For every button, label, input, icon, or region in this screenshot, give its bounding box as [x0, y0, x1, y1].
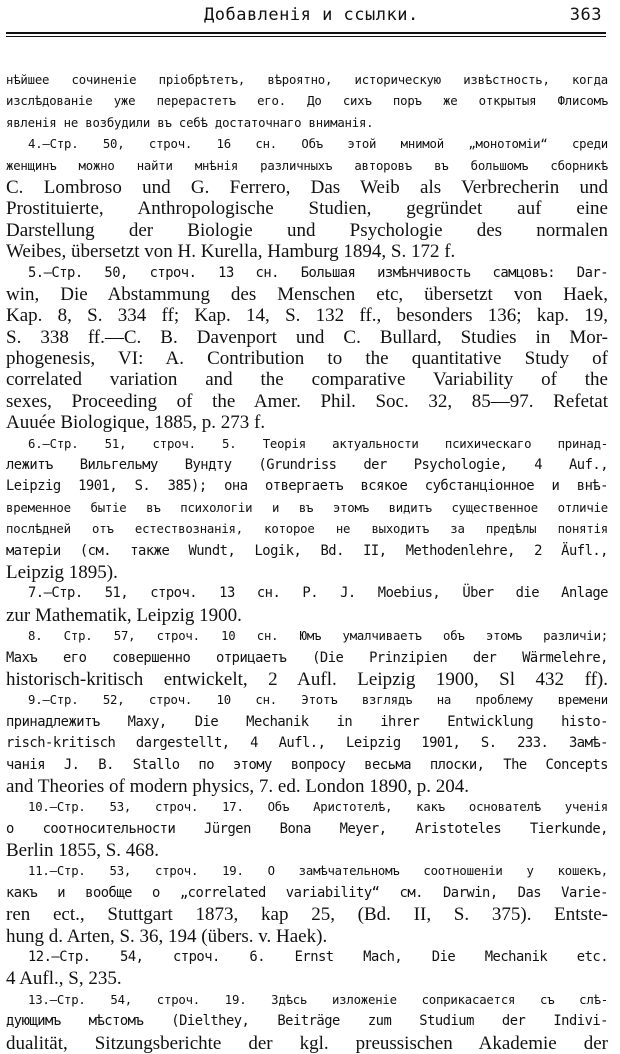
- header-rule-thin: [6, 36, 606, 37]
- text-line: correlated variation and the comparative Variability of the: [6, 369, 608, 391]
- text-line: zur Mathematik, Leipzig 1900.: [6, 604, 242, 626]
- text-line: лежитъ Вильгельму Вундту (Grundriss der Psychologie, 4 Auf.,: [6, 457, 608, 474]
- text-line: dualität, Sitzungsberichte der kgl. preussischen Akademie der: [6, 1032, 608, 1054]
- text-line: hung d. Arten, S. 36, 194 (übers. v. Haek).: [6, 925, 328, 947]
- text-line: 8. Стр. 57, строч. 10 сн. Юмъ умалчиваетъ объ этомъ различіи;: [28, 629, 608, 644]
- text-line: Kap. 8, S. 334 ff; Kap. 14, S. 132 ff., besonders 136; kap. 19,: [6, 305, 608, 327]
- text-line: 13.—Стр. 54, строч. 19. Здѣсь изложеніе соприкасается съ слѣ-: [28, 992, 608, 1007]
- notes-body: [6, 70, 608, 1054]
- running-header: [6, 2, 606, 32]
- text-line: Prostituierte, Anthropologische Studien, gegründet auf eine: [6, 198, 608, 220]
- text-line: Auuée Biologique, 1885, p. 273 f.: [6, 412, 266, 434]
- text-line: win, Die Abstammung des Menschen etc, übersetzt von Haek,: [6, 283, 608, 305]
- text-line: risch-kritisch dargestellt, 4 Aufl., Leipzig 1901, S. 233. Замѣ-: [6, 735, 608, 752]
- text-line: женщинъ можно найти мнѣнія различныхъ авторовъ въ большомъ сборникѣ: [6, 158, 608, 173]
- text-line: чанія J. B. Stallo по этому вопросу весьма плоски, The Concepts: [6, 756, 608, 773]
- text-line: 12.—Стр. 54, строч. 6. Ernst Mach, Die Mechanik etc.: [28, 949, 608, 966]
- text-line: 4 Aufl., S, 235.: [6, 968, 122, 990]
- text-line: C. Lombroso und G. Ferrero, Das Weib als Verbrecherin und: [6, 176, 608, 198]
- text-line: послѣдней отъ естествознанія, которое не выходитъ за предѣлы понятія: [6, 522, 608, 537]
- text-line: явленія не возбудили въ себѣ достаточнаго вниманія.: [6, 115, 374, 130]
- text-line: ren ect., Stuttgart 1873, kap 25, (Bd. II, S. 375). Entste-: [6, 904, 608, 926]
- text-line: 5.—Стр. 50, строч. 13 сн. Большая измѣнчивость самцовъ: Dar-: [28, 264, 608, 281]
- text-line: 11.—Стр. 53, строч. 19. О замѣчательномъ соотношеніи у кошекъ,: [28, 864, 608, 879]
- text-line: временное бытіе въ психологіи и въ этомъ видитъ существенное отличіе: [6, 500, 608, 515]
- text-line: Махъ его совершенно отрицаетъ (Die Prinzipien der Wärmelehre,: [6, 649, 608, 666]
- header-rule-thick: [6, 32, 606, 34]
- text-line: Darstellung der Biologie und Psychologie des normalen: [6, 219, 608, 241]
- text-line: 10.—Стр. 53, строч. 17. Объ Аристотелѣ, какъ основателѣ ученія: [28, 800, 608, 815]
- text-line: Berlin 1855, S. 468.: [6, 840, 160, 862]
- text-line: 6.—Стр. 51, строч. 5. Теорія актуальности психическаго принад-: [28, 436, 608, 451]
- text-line: phogenesis, VI: A. Contribution to the quantitative Study of: [6, 348, 608, 370]
- text-line: S. 338 ff.—C. B. Davenport und C. Bullard, Studies in Mor-: [6, 326, 608, 348]
- text-line: sexes, Proceeding of the Amer. Phil. Soc. 32, 85—97. Refetat: [6, 390, 608, 412]
- text-line: Weibes, übersetzt von H. Kurella, Hamburg 1894, S. 172 f.: [6, 241, 456, 263]
- text-line: 9.—Стр. 52, строч. 10 сн. Этотъ взглядъ на проблему времени: [28, 693, 608, 708]
- page-number: 363: [569, 5, 602, 25]
- text-line: какъ и вообще о „correlated variability“ см. Darwin, Das Varie-: [6, 884, 608, 901]
- text-line: 7.—Стр. 51, строч. 13 сн. P. J. Moebius, Über die Anlage: [28, 585, 608, 602]
- text-line: о соотносительности Jürgen Bona Meyer, Aristoteles Tierkunde,: [6, 820, 608, 837]
- text-line: historisch-kritisch entwickelt, 2 Aufl. Leipzig 1900, Sl 432 ff).: [6, 668, 608, 690]
- text-line: Leipzig 1901, S. 385); она отвергаетъ всякое субстанціонное и внѣ-: [6, 478, 608, 495]
- header-title: Добавленія и ссылки.: [204, 5, 419, 25]
- text-line: Leipzig 1895).: [6, 561, 118, 583]
- text-line: and Theories of modern physics, 7. ed. London 1890, p. 204.: [6, 775, 469, 797]
- text-line: 4.—Стр. 50, строч. 16 сн. Объ этой мнимой „монотоміи“ среди: [28, 137, 608, 152]
- text-line: принадлежитъ Маху, Die Mechanik in ihrer Entwicklung histo-: [6, 713, 608, 730]
- text-line: изслѣдованіе уже перерастетъ его. До сихъ поръ же открытыя Флисомъ: [6, 94, 608, 109]
- text-line: дующимъ мѣстомъ (Dielthey, Beiträge zum Studium der Indivi-: [6, 1013, 608, 1030]
- text-line: матеріи (см. также Wundt, Logik, Bd. II, Methodenlehre, 2 Äufl.,: [6, 542, 608, 559]
- text-line: нѣйшее сочиненіе пріобрѣтетъ, вѣроятно, историческую извѣстность, когда: [6, 73, 608, 87]
